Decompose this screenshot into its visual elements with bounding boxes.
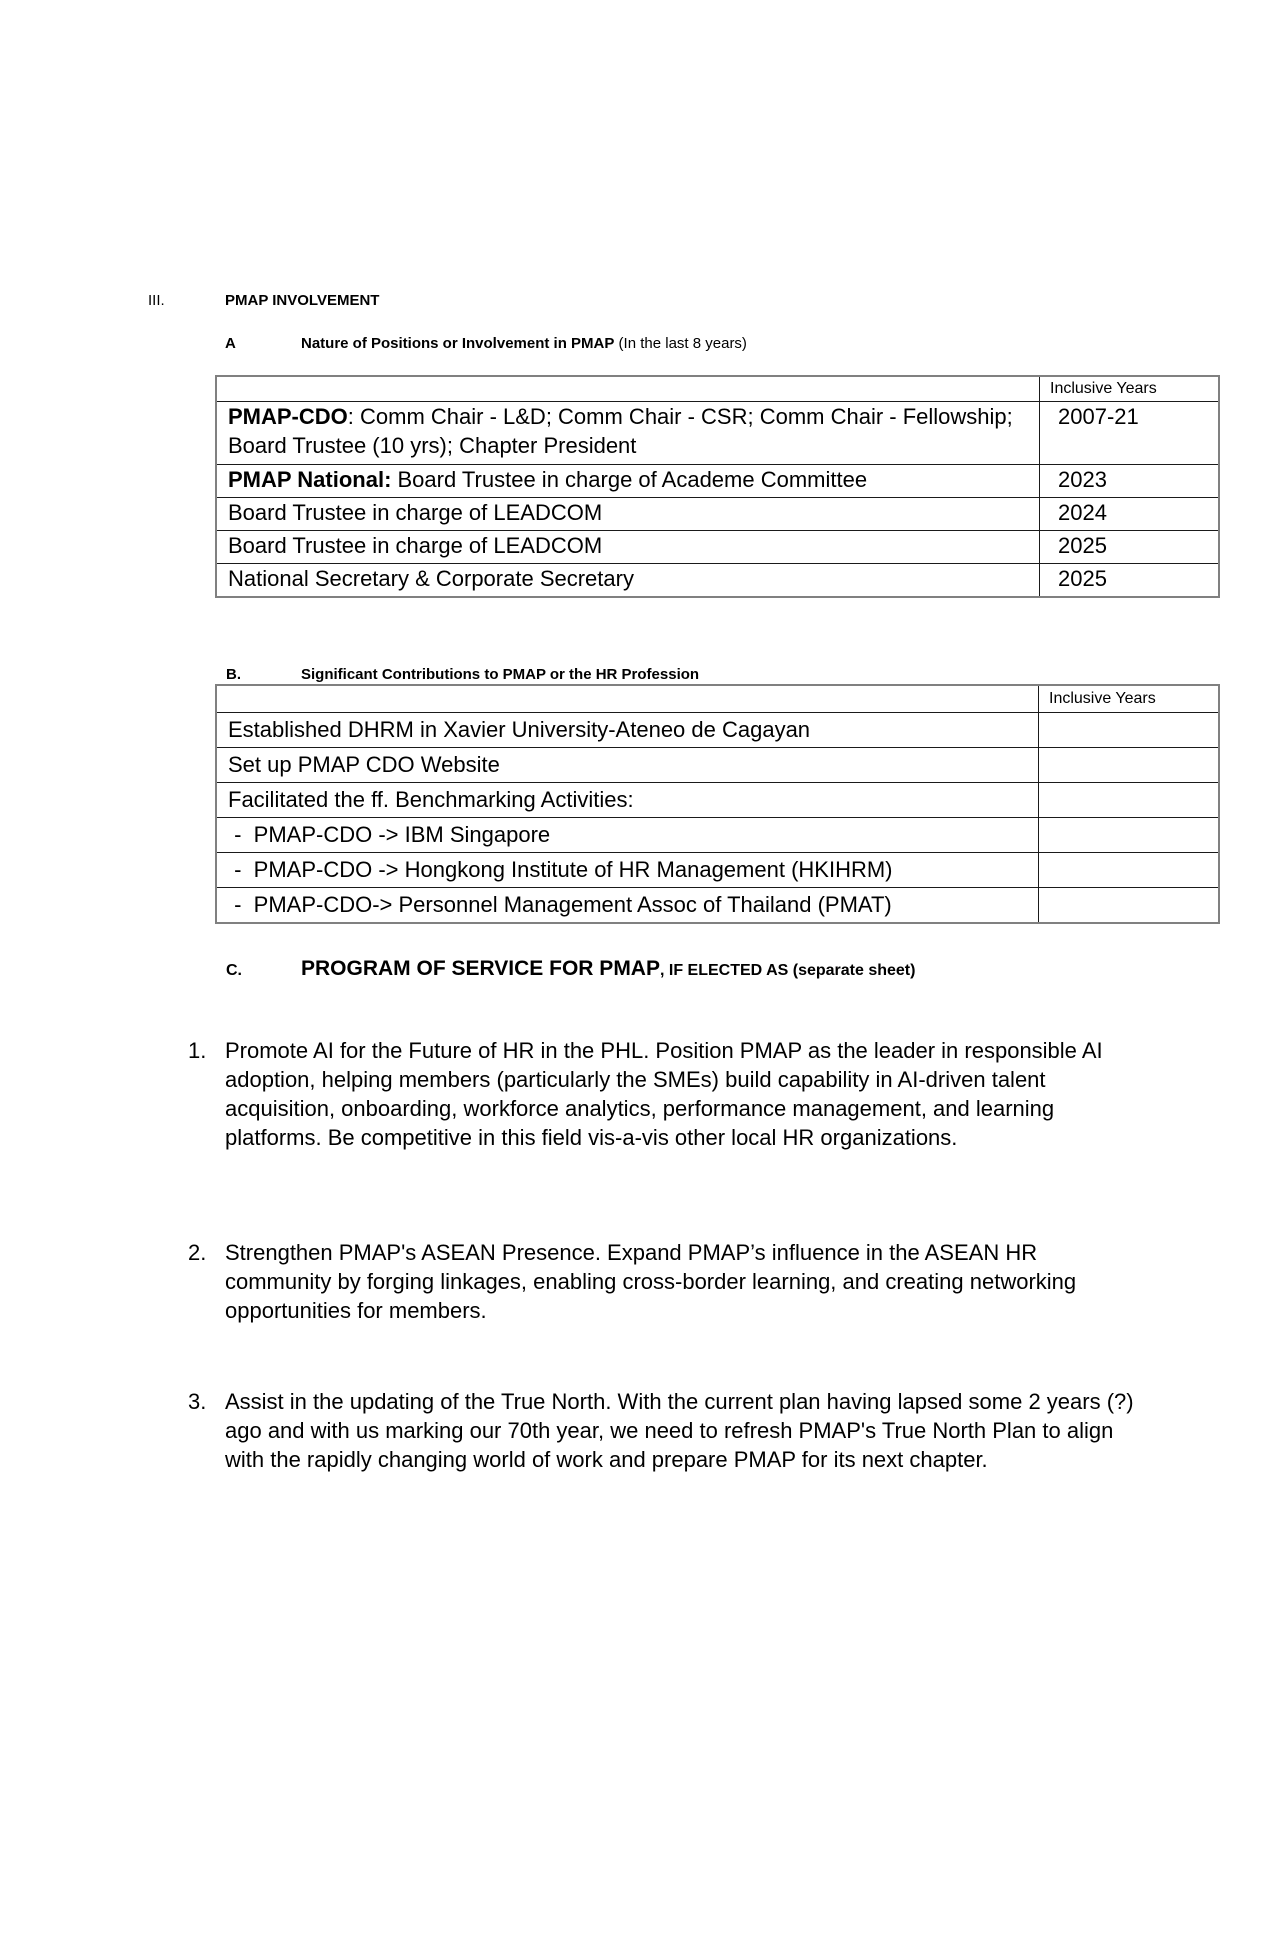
section-title: PMAP INVOLVEMENT — [225, 292, 380, 309]
table-row — [216, 853, 1219, 888]
subsection-b-letter: B. — [226, 666, 241, 683]
header-cell-years: Inclusive Years — [1039, 685, 1220, 713]
table-header-row — [216, 685, 1219, 713]
table-row — [216, 888, 1219, 924]
cell-position-bold: PMAP National: — [228, 467, 392, 492]
program-item-text: Promote AI for the Future of HR in the PHL. Position PMAP as the leader in responsible AI adoption, helping members (particularly the SMEs) build capability in AI-driven talent acquisition, onboarding, workforce analytics, performance management, and learning platforms. Be competitive in this field vis-a-vis other local HR organizations. — [225, 1038, 1103, 1150]
cell-position — [216, 402, 1040, 465]
header-cell-years: Inclusive Years — [1040, 376, 1220, 402]
subsection-a-letter: A — [225, 335, 236, 352]
cell-years: 2025 — [1040, 531, 1220, 564]
cell-position: Board Trustee in charge of LEADCOM — [216, 498, 1040, 531]
cell-years — [1039, 713, 1220, 748]
program-item-text: Assist in the updating of the True North. With the current plan having lapsed some 2 years (?) ago and with us marking our 70th year, we need to refresh PMAP's True North Plan to align with the rapidly changing world of work and prepare PMAP for its next chapter. — [225, 1389, 1134, 1472]
subsection-a-title-bold: Nature of Positions or Involvement in PMAP — [301, 335, 615, 352]
header-cell-description — [216, 376, 1040, 402]
cell-years: 2024 — [1040, 498, 1220, 531]
subsection-a-title-note: (In the last 8 years) — [614, 335, 747, 352]
cell-contribution: Established DHRM in Xavier University-Ateneo de Cagayan — [216, 713, 1039, 748]
table-row — [216, 783, 1219, 818]
program-item-number: 2. — [188, 1240, 207, 1265]
subsection-c-title-suffix: , IF ELECTED AS — [659, 962, 789, 979]
cell-contribution: - PMAP-CDO -> Hongkong Institute of HR Management (HKIHRM) — [216, 853, 1039, 888]
table-row — [216, 564, 1219, 598]
table-row — [216, 402, 1219, 465]
cell-years — [1039, 783, 1220, 818]
cell-position — [216, 465, 1040, 498]
table-header-row — [216, 376, 1219, 402]
cell-years: 2007-21 — [1040, 402, 1220, 465]
cell-position: National Secretary & Corporate Secretary — [216, 564, 1040, 598]
program-item-number: 3. — [188, 1389, 207, 1414]
subsection-c-title-main: PROGRAM OF SERVICE FOR PMAP — [301, 957, 660, 980]
cell-position-text: : Comm Chair - L&D; Comm Chair - CSR; Comm Chair - Fellowship; Board Trustee (10 yrs); Chapter President — [228, 404, 1013, 458]
positions-table — [215, 375, 1220, 598]
cell-years — [1039, 818, 1220, 853]
section-number: III. — [148, 292, 165, 309]
table-row — [216, 818, 1219, 853]
cell-position-text: Board Trustee in charge of Academe Committee — [391, 467, 868, 492]
cell-years — [1039, 888, 1220, 924]
cell-position: Board Trustee in charge of LEADCOM — [216, 531, 1040, 564]
table-row — [216, 498, 1219, 531]
cell-contribution: - PMAP-CDO -> IBM Singapore — [216, 818, 1039, 853]
program-item-number: 1. — [188, 1038, 207, 1063]
cell-years: 2023 — [1040, 465, 1220, 498]
subsection-a-title — [301, 335, 747, 352]
table-row — [216, 713, 1219, 748]
program-item-text: Strengthen PMAP's ASEAN Presence. Expand PMAP’s influence in the ASEAN HR community by forging linkages, enabling cross-border learning, and creating networking opportunities for members. — [225, 1240, 1077, 1323]
subsection-b-title: Significant Contributions to PMAP or the HR Profession — [301, 666, 700, 683]
table-row — [216, 465, 1219, 498]
cell-years: 2025 — [1040, 564, 1220, 598]
table-row — [216, 748, 1219, 783]
cell-contribution: - PMAP-CDO-> Personnel Management Assoc of Thailand (PMAT) — [216, 888, 1039, 924]
cell-years — [1039, 853, 1220, 888]
table-row — [216, 531, 1219, 564]
subsection-c-letter: C. — [226, 962, 242, 979]
cell-years — [1039, 748, 1220, 783]
contributions-table — [215, 684, 1220, 924]
cell-position-bold: PMAP-CDO — [228, 404, 348, 429]
cell-contribution: Set up PMAP CDO Website — [216, 748, 1039, 783]
subsection-c-title-note: (separate sheet) — [788, 962, 916, 979]
cell-contribution: Facilitated the ff. Benchmarking Activities: — [216, 783, 1039, 818]
header-cell-description — [216, 685, 1039, 713]
subsection-c-title — [301, 957, 915, 981]
